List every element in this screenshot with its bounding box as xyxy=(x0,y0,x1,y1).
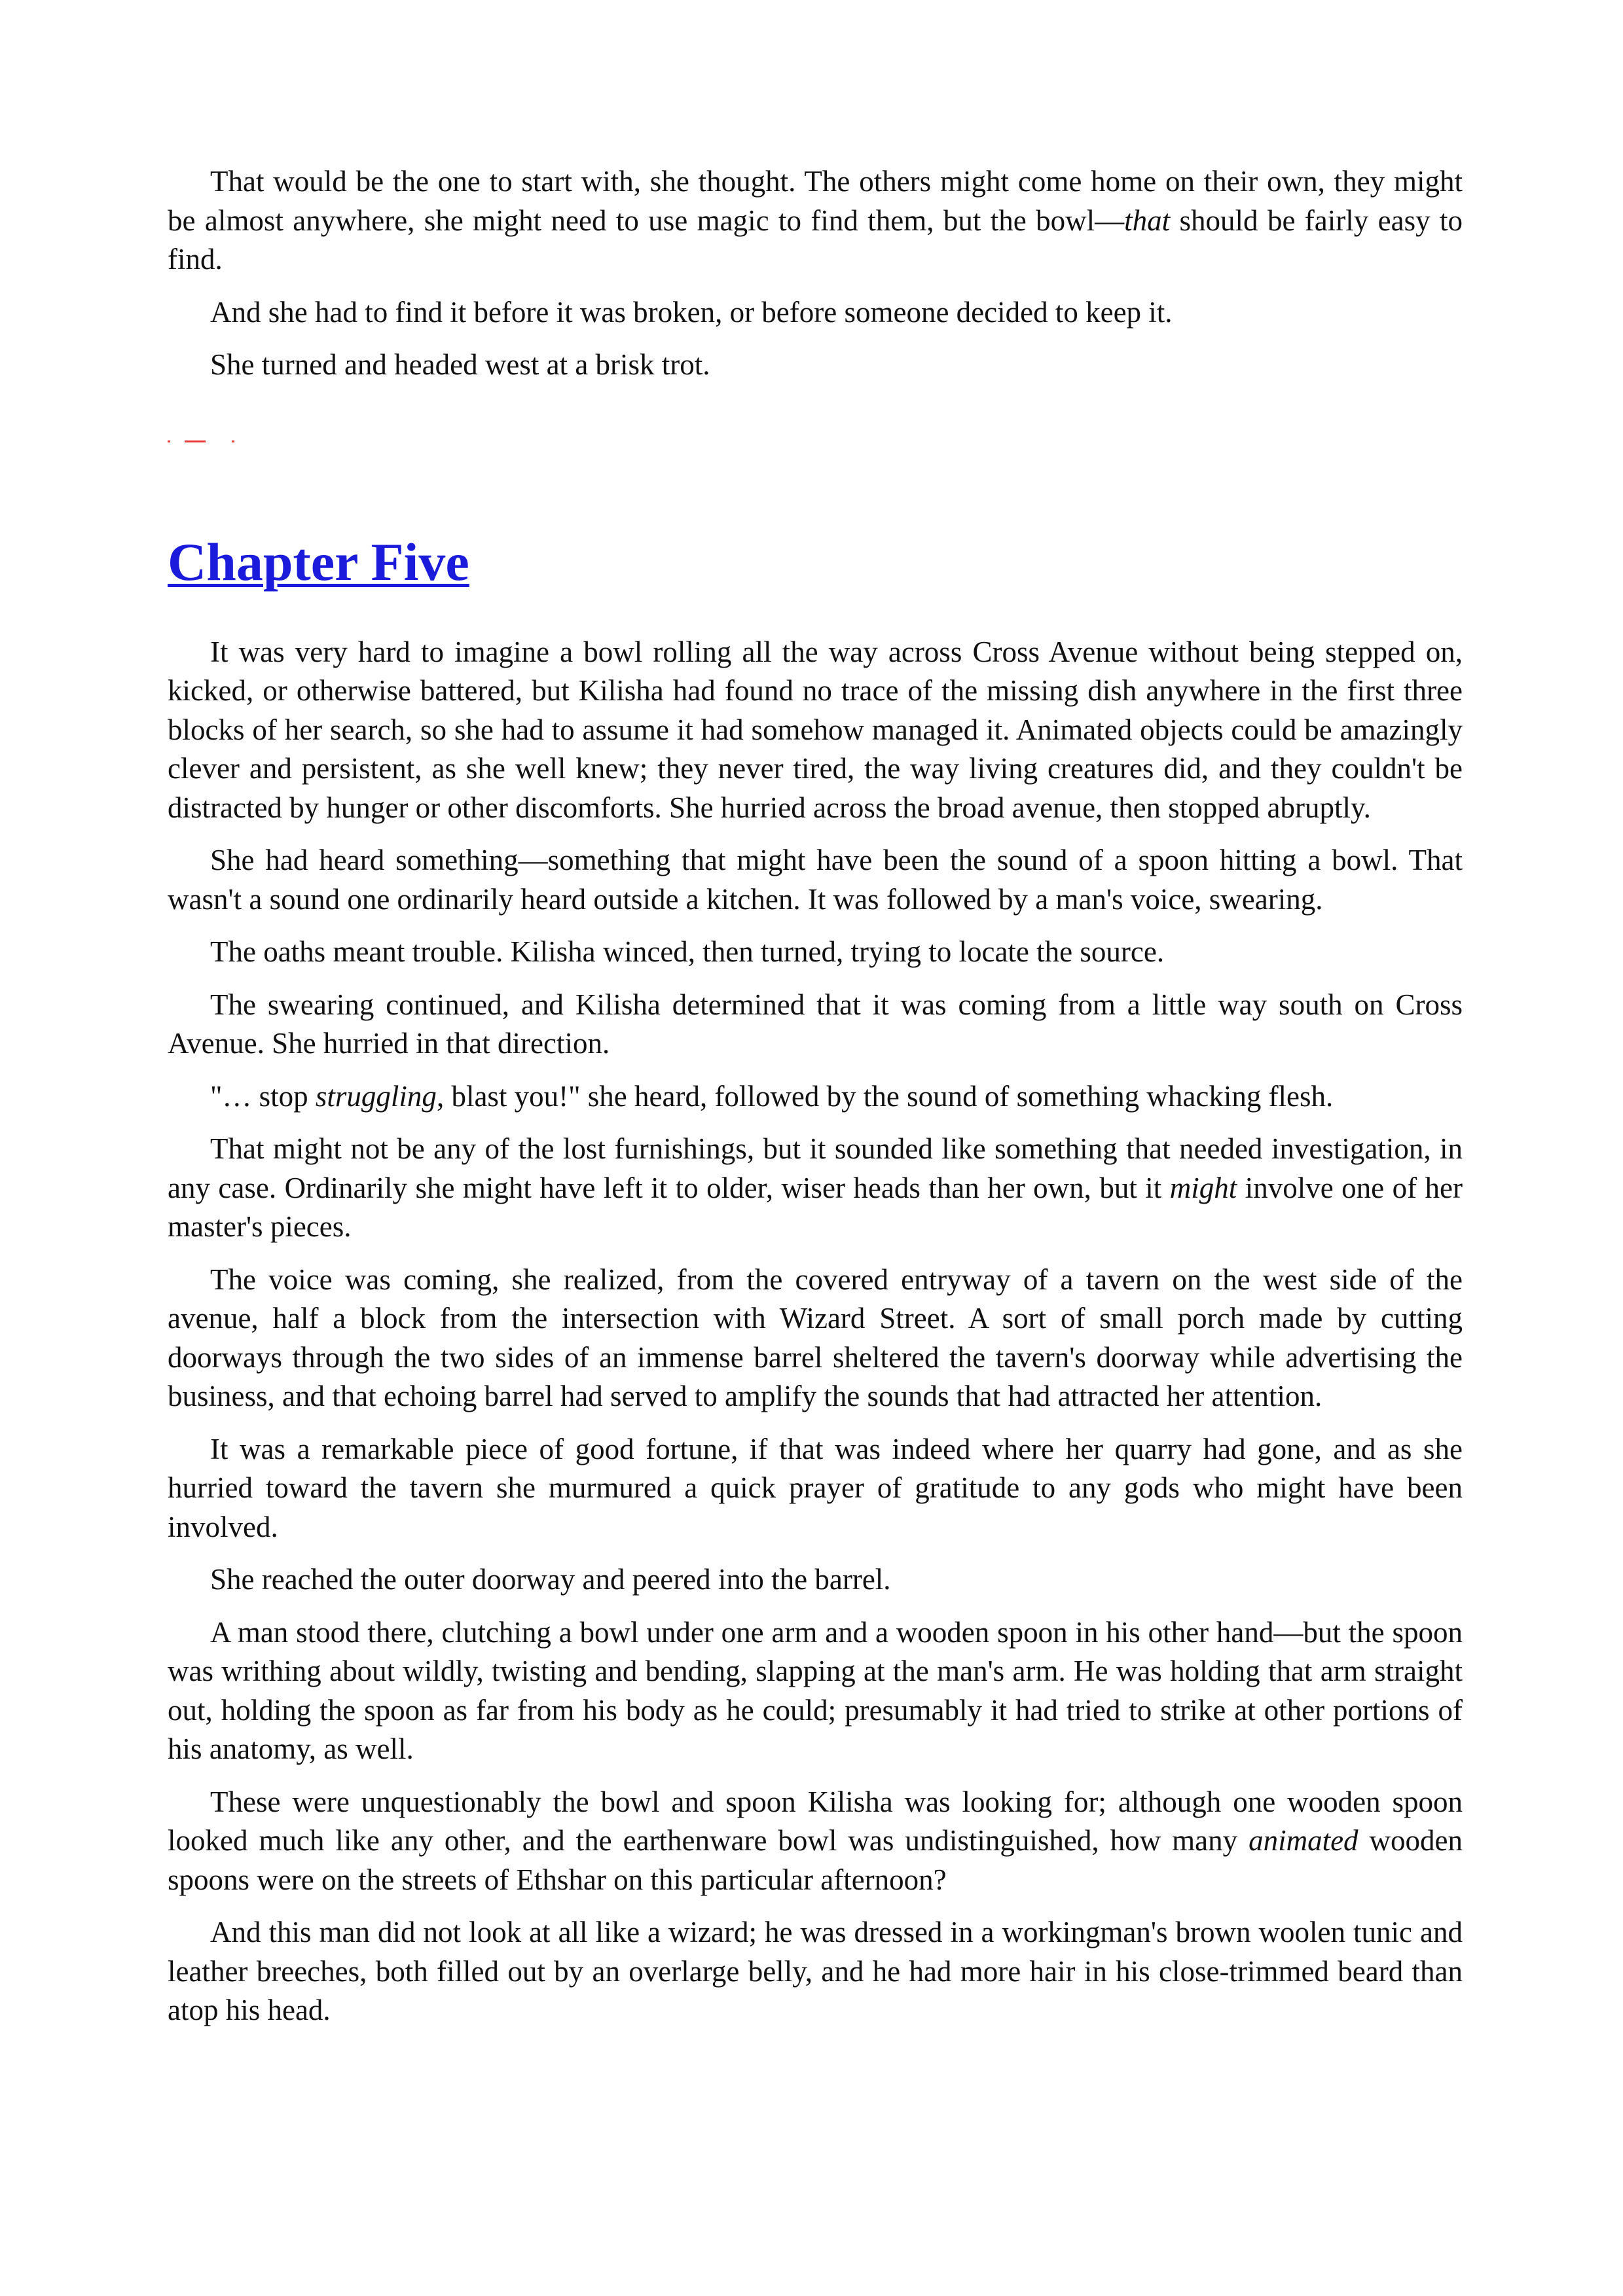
paragraph: The voice was coming, she realized, from the covered entryway of a tavern on the west side of the avenue, half a block from the intersection with Wizard Street. A sort of small porch made by cutting doorways through the two sides of an immense barrel sheltered the tavern's doorway while advertising the business, and that echoing barrel had served to amplify the sounds that had attracted her attention. xyxy=(168,1263,1463,1412)
divider-ornament xyxy=(168,440,240,444)
section-divider xyxy=(168,399,1463,529)
paragraph: That might not be any of the lost furnishings, but it sounded like something that needed investigation, in any case. Ordinarily she might have left it to older, wiser heads than her own, but it might involve one of her master's pieces. xyxy=(168,1132,1463,1243)
paragraph: And she had to find it before it was broken, or before someone decided to keep it. xyxy=(210,295,1173,329)
paragraph: She reached the outer doorway and peered into the barrel. xyxy=(210,1563,891,1596)
document-page xyxy=(168,162,1463,2044)
paragraph: It was very hard to imagine a bowl rolling all the way across Cross Avenue without being stepped on, kicked, or otherwise battered, but Kilisha had found no trace of the missing dish anywhere in the first three blocks of her search, so she had to assume it had somehow managed it. Animated objects could be amazingly clever and persistent, as she well knew; they never tired, the way living creatures did, and they couldn't be distracted by hunger or other discomforts. She hurried across the broad avenue, then stopped abruptly. xyxy=(168,635,1463,824)
paragraph: It was a remarkable piece of good fortune, if that was indeed where her quarry had gone, and as she hurried toward the tavern she murmured a quick prayer of gratitude to any gods who might have been involved. xyxy=(168,1432,1463,1543)
paragraph: And this man did not look at all like a wizard; he was dressed in a workingman's brown woolen tunic and leather breeches, both filled out by an overlarge belly, and he had more hair in his close-trimmed beard than atop his head. xyxy=(168,1916,1463,2026)
chapter-title-link[interactable]: Chapter Five xyxy=(168,531,469,592)
chapter-five-body xyxy=(168,633,1463,2030)
paragraph: "… stop struggling, blast you!" she heard, followed by the sound of something whacking flesh. xyxy=(210,1079,1334,1113)
paragraph: The oaths meant trouble. Kilisha winced, then turned, trying to locate the source. xyxy=(210,935,1165,968)
paragraph: A man stood there, clutching a bowl under one arm and a wooden spoon in his other hand—but the spoon was writhing about wildly, twisting and bending, slapping at the man's arm. He was holding that arm straight out, holding the spoon as far from his body as he could; presumably it had tried to strike at other portions of his anatomy, as well. xyxy=(168,1615,1463,1765)
paragraph: The swearing continued, and Kilisha determined that it was coming from a little way south on Cross Avenue. She hurried in that direction. xyxy=(168,988,1463,1060)
chapter-heading xyxy=(168,529,1463,595)
paragraph: These were unquestionably the bowl and spoon Kilisha was looking for; although one wooden spoon looked much like any other, and the earthenware bowl was undistinguished, how many animated wooden spoons were on the streets of Ethshar on this particular afternoon? xyxy=(168,1785,1463,1896)
paragraph: She had heard something—something that might have been the sound of a spoon hitting a bowl. That wasn't a sound one ordinarily heard outside a kitchen. It was followed by a man's voice, swearing. xyxy=(168,844,1463,916)
paragraph: She turned and headed west at a brisk trot. xyxy=(210,348,710,381)
paragraph: That would be the one to start with, she thought. The others might come home on their own, they might be almost anywhere, she might need to use magic to find them, but the bowl—that should be fairly easy to find. xyxy=(168,165,1463,276)
chapter-four-ending xyxy=(168,162,1463,385)
